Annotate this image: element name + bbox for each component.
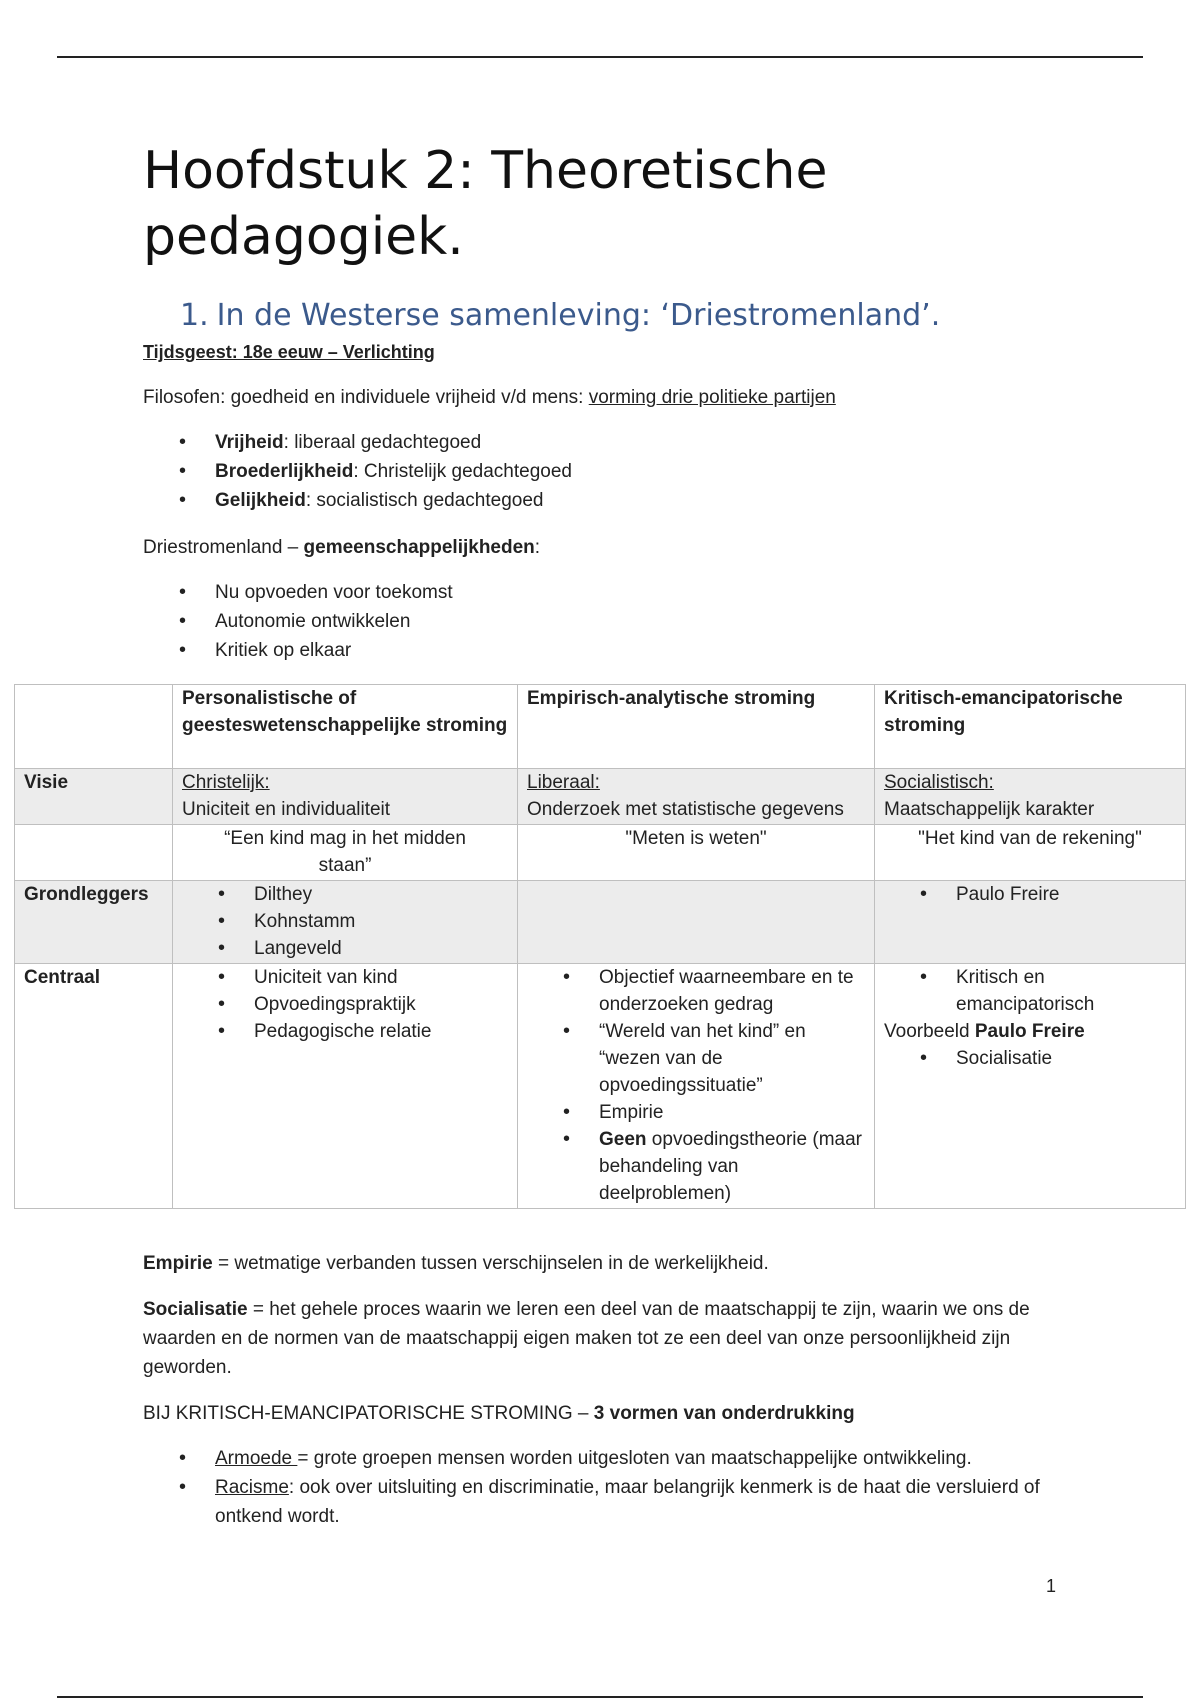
voorbeeld-name: Paulo Freire <box>974 1021 1085 1042</box>
list-item: • Nu opvoeden voor toekomst <box>143 578 453 607</box>
list-item: • Opvoedingspraktijk <box>182 991 508 1018</box>
definition-term: Socialisatie <box>143 1299 248 1320</box>
quote-cell: "Het kind van de rekening" <box>875 825 1186 881</box>
list-item <box>143 1473 1103 1531</box>
section-number: 1. <box>180 298 209 333</box>
list-item: • Kohnstamm <box>182 908 508 935</box>
visie-text: Maatschappelijk karakter <box>884 799 1095 820</box>
table-row <box>15 825 1186 881</box>
definition-term: Empirie <box>143 1253 213 1274</box>
row-label-grondleggers: Grondleggers <box>15 881 173 964</box>
visie-label: Christelijk: <box>182 772 270 793</box>
list-item: • Dilthey <box>182 881 508 908</box>
row-label-visie: Visie <box>15 769 173 825</box>
quote-cell: “Een kind mag in het midden staan” <box>173 825 518 881</box>
list-item: • Kritiek op elkaar <box>143 636 453 665</box>
table-cell-empty <box>15 825 173 881</box>
stromingen-table <box>14 684 1186 1209</box>
centraal-list <box>527 964 865 1207</box>
voorbeeld-prefix: Voorbeeld <box>884 1021 975 1042</box>
gemeenschappelijk-list <box>143 578 453 665</box>
list-item: • Autonomie ontwikkelen <box>143 607 453 636</box>
partij-term: Vrijheid <box>215 432 284 453</box>
table-row <box>15 881 1186 964</box>
section-heading <box>180 296 940 336</box>
list-item: • Socialisatie <box>884 1045 1176 1072</box>
visie-cell <box>875 769 1186 825</box>
partij-term: Gelijkheid <box>215 490 306 511</box>
bottom-rule <box>57 1696 1143 1698</box>
grondleggers-cell <box>518 881 875 964</box>
list-item: • Objectief waarneembare en te onderzoeken gedrag <box>527 964 865 1018</box>
partij-desc: : Christelijk gedachtegoed <box>353 461 572 482</box>
visie-text: Uniciteit en individualiteit <box>182 799 391 820</box>
list-item: • Langeveld <box>182 935 508 962</box>
page-number: 1 <box>1046 1576 1057 1596</box>
header-empirisch: Empirisch-analytische stroming <box>518 685 875 769</box>
list-item: • Paulo Freire <box>884 881 1176 908</box>
centraal-list <box>884 964 1176 1018</box>
filosofen-link: vorming drie politieke partijen <box>588 387 836 408</box>
quote-cell: "Meten is weten" <box>518 825 875 881</box>
list-item: • “Wereld van het kind” en “wezen van de opvoedingssituatie” <box>527 1018 865 1099</box>
list-item <box>143 428 572 457</box>
kritisch-bold: 3 vormen van onderdrukking <box>593 1403 855 1424</box>
centraal-cell <box>875 964 1186 1209</box>
section-title: In de Westerse samenleving: ‘Driestromenland’. <box>216 298 941 333</box>
socialisatie-definition <box>143 1295 1063 1382</box>
driestromenland-line <box>143 534 540 562</box>
partijen-list <box>143 428 572 515</box>
tijdsgeest-line: Tijdsgeest: 18e eeuw – Verlichting <box>143 342 435 362</box>
partij-desc: : liberaal gedachtegoed <box>283 432 482 453</box>
bold-word: Geen <box>599 1129 647 1150</box>
table-row <box>15 769 1186 825</box>
centraal-list <box>884 1045 1176 1072</box>
grondleggers-cell <box>875 881 1186 964</box>
centraal-list <box>182 964 508 1045</box>
visie-label: Liberaal: <box>527 772 600 793</box>
table-row <box>15 685 1186 769</box>
list-item <box>527 1126 865 1207</box>
partij-desc: : socialistisch gedachtegoed <box>305 490 544 511</box>
driestromen-bold: gemeenschappelijkheden <box>303 537 535 558</box>
visie-label: Socialistisch: <box>884 772 994 793</box>
list-item <box>143 486 572 515</box>
onderdrukking-term: Racisme <box>215 1477 289 1498</box>
partij-term: Broederlijkheid <box>215 461 354 482</box>
driestromen-prefix: Driestromenland – <box>143 537 304 558</box>
definition-text: = het gehele proces waarin we leren een deel van de maatschappij te zijn, waarin we ons de waarden en de normen van de maatschappij eigen maken tot ze een deel van onze persoonlijkheid zijn geworden. <box>143 1299 1030 1378</box>
filosofen-text: Filosofen: goedheid en individuele vrijheid v/d mens: <box>143 387 589 408</box>
kritisch-prefix: BIJ KRITISCH-EMANCIPATORISCHE STROMING – <box>143 1403 594 1424</box>
header-kritisch: Kritisch-emancipatorische stroming <box>875 685 1186 769</box>
visie-cell <box>173 769 518 825</box>
empirie-definition <box>143 1250 1063 1278</box>
grondleggers-cell <box>173 881 518 964</box>
table-row <box>15 964 1186 1209</box>
onderdrukking-term: Armoede <box>215 1448 298 1469</box>
table-cell-empty <box>15 685 173 769</box>
visie-text: Onderzoek met statistische gegevens <box>527 799 844 820</box>
centraal-cell <box>518 964 875 1209</box>
onderdrukking-desc: : ook over uitsluiting en discriminatie, maar belangrijk kenmerk is de haat die versluierd of ontkend wordt. <box>215 1477 1040 1527</box>
grondleggers-list <box>182 881 508 962</box>
page-title: Hoofdstuk 2: Theoretische pedagogiek. <box>143 141 828 267</box>
onderdrukking-list <box>143 1444 1103 1531</box>
list-item <box>143 1444 1103 1473</box>
header-personalistisch: Personalistische of geesteswetenschappelijke stroming <box>173 685 518 769</box>
list-item: • Kritisch en emancipatorisch <box>884 964 1176 1018</box>
list-item: • Pedagogische relatie <box>182 1018 508 1045</box>
visie-cell <box>518 769 875 825</box>
top-rule <box>57 56 1143 58</box>
list-item: • Uniciteit van kind <box>182 964 508 991</box>
filosofen-line <box>143 384 836 412</box>
grondleggers-list <box>884 881 1176 908</box>
onderdrukking-desc: = grote groepen mensen worden uitgesloten van maatschappelijke ontwikkeling. <box>297 1448 972 1469</box>
voorbeeld-line <box>884 1018 1176 1045</box>
driestromen-suffix: : <box>534 537 541 558</box>
definition-text: = wetmatige verbanden tussen verschijnselen in de werkelijkheid. <box>212 1253 769 1274</box>
row-label-centraal: Centraal <box>15 964 173 1209</box>
centraal-cell <box>173 964 518 1209</box>
list-item <box>143 457 572 486</box>
kritisch-heading <box>143 1400 855 1428</box>
list-item: • Empirie <box>527 1099 865 1126</box>
item-text: opvoedingstheorie (maar behandeling van deelproblemen) <box>599 1129 862 1204</box>
